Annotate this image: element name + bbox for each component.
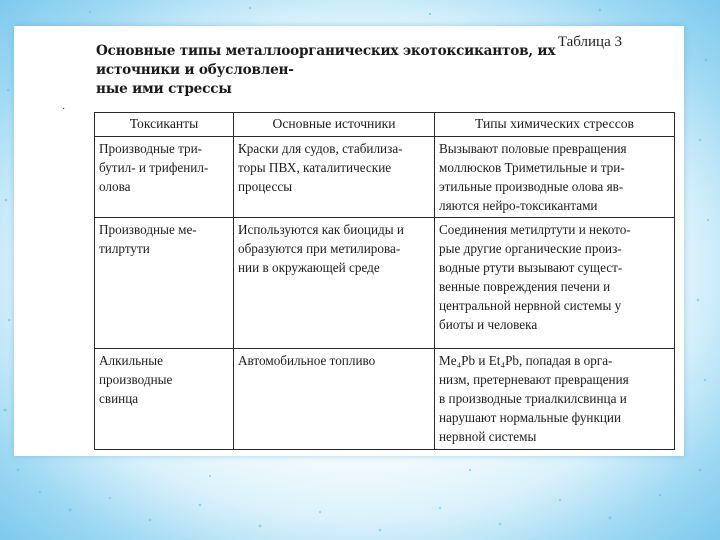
cell-text: Алкильные производные свинца (99, 353, 173, 406)
table-number: Таблица 3 (557, 34, 622, 50)
table-row (95, 218, 675, 349)
cell-stress (435, 218, 675, 349)
table-header-row (95, 113, 675, 137)
table-row (95, 137, 675, 218)
table-row (95, 349, 675, 450)
toxicants-table (94, 112, 675, 450)
cell-text: Соединения метилртути и некото- рые другие органические произ- водные ртути вызывают сущест- венные повреждения печени и центральной нервной системы у биоты и человека (439, 222, 631, 332)
cell-text: Me₄Pb и Et₄Pb, попадая в орга- низм, претерневают превращения в производные триалкилсвинца и нарушают нормальные функции нервной системы (439, 353, 629, 444)
cell-text: Используются как биоциды и образуются при метилирова- нии в окружающей среде (238, 222, 404, 275)
header-toxicants: Токсиканты (95, 113, 234, 137)
cell-stress (435, 349, 675, 450)
cell-text: Вызывают половые превращения моллюсков Триметильные и три- этильные производные олова яв- ляются нейро-токсикантами (439, 141, 627, 213)
cell-text: Производные три- бутил- и трифенил- олова (99, 141, 209, 194)
cell-source (234, 137, 435, 218)
margin-mark: · (62, 104, 66, 115)
header-sources: Основные источники (234, 113, 435, 137)
cell-text: Краски для судов, стабилиза- торы ПВХ, каталитические процессы (238, 141, 403, 194)
cell-toxicant (95, 137, 234, 218)
cell-toxicant (95, 218, 234, 349)
cell-source (234, 349, 435, 450)
cell-stress (435, 137, 675, 218)
cell-text: Автомобильное топливо (238, 353, 376, 368)
header-stress-types: Типы химических стрессов (435, 113, 675, 137)
scanned-page (14, 26, 684, 456)
cell-text: Производные ме- тилртути (99, 222, 197, 256)
table-caption (96, 42, 641, 99)
cell-source (234, 218, 435, 349)
cell-toxicant (95, 349, 234, 450)
caption-text: Основные типы металлоорганических экотоксикантов, их источники и обусловлен- ные ими стрессы (96, 43, 556, 97)
